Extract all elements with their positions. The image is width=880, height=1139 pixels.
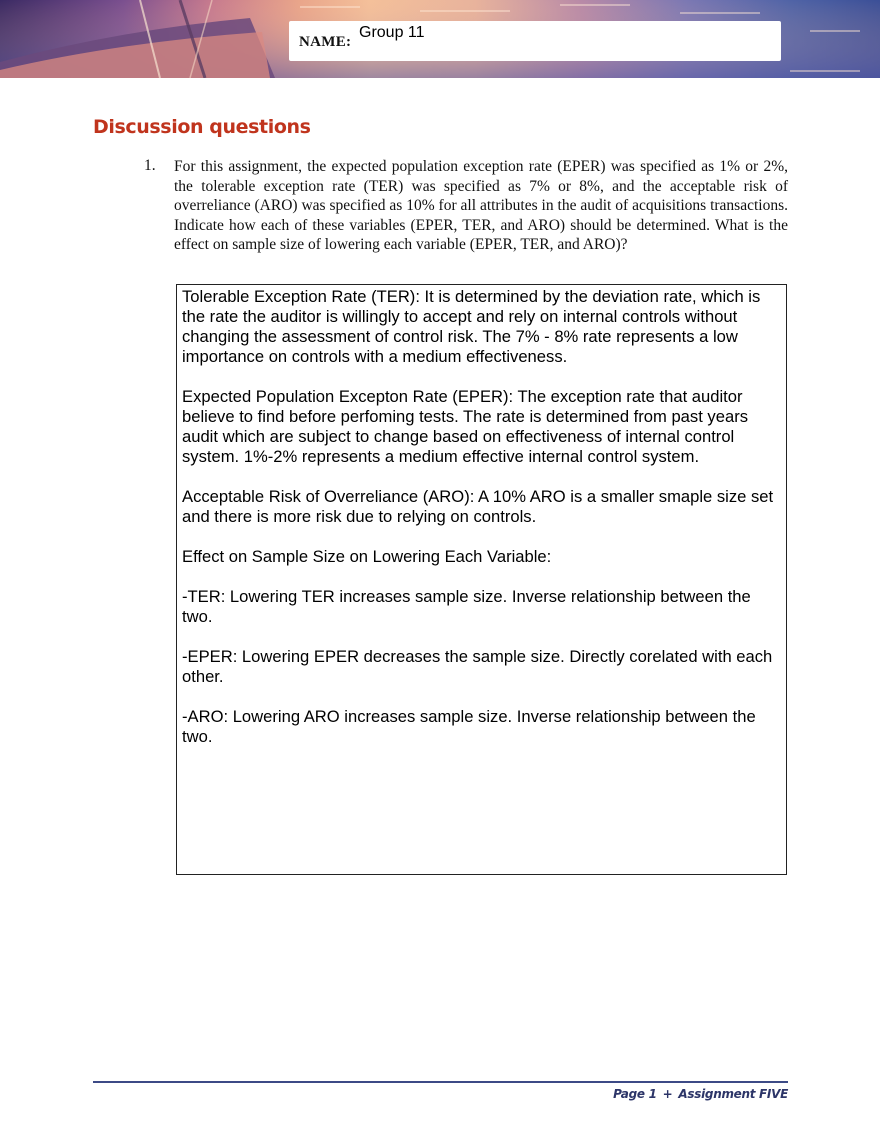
answer-paragraph-ter: Tolerable Exception Rate (TER): It is determined by the deviation rate, which is the rate the auditor is willingly to accept and rely on internal controls without changing the assessment of control risk. The 7% - 8% rate represents a low importance on controls with a medium effectiveness. [182,287,761,366]
page-footer [613,1087,788,1101]
answer-paragraph-ter-effect: -TER: Lowering TER increases sample size. Inverse relationship between the two. [182,587,751,626]
answer-paragraph-eper: Expected Population Excepton Rate (EPER): The exception rate that auditor believe to find before perfoming tests. The rate is determined from past years audit which are subject to change based on effectiveness of internal control system. 1%-2% represents a medium effective internal control system. [182,387,749,466]
name-value[interactable]: Group 11 [359,24,425,41]
answer-paragraph-aro: Acceptable Risk of Overreliance (ARO): A 10% ARO is a smaller smaple size set and there is more risk due to relying on controls. [182,487,774,526]
answer-paragraph-effect-heading: Effect on Sample Size on Lowering Each Variable: [182,547,552,566]
answer-paragraph-eper-effect: -EPER: Lowering EPER decreases the sample size. Directly corelated with each other. [182,647,773,686]
assignment-label: Assignment FIVE [678,1087,788,1101]
answer-text-box[interactable] [176,284,787,875]
name-field[interactable] [289,21,781,61]
name-label: NAME: [299,34,352,50]
question-number: 1. [144,157,156,174]
footer-separator: + [662,1087,673,1101]
answer-paragraph-aro-effect: -ARO: Lowering ARO increases sample size. Inverse relationship between the two. [182,707,756,746]
question-text: For this assignment, the expected population exception rate (EPER) was specified as 1% or 2%, the tolerable exception rate (TER) was specified as 7% or 8%, and the acceptable risk of overreliance (ARO) was specified as 10% for all attributes in the audit of acquisitions transactions. Indicate how each of these variables (EPER, TER, and ARO) should be determined. What is the effect on sample size of lowering each variable (EPER, TER, and ARO)? [174,158,788,254]
header-banner-photo [0,0,880,78]
page-number: Page 1 [613,1087,657,1101]
footer-divider [93,1081,788,1083]
answer-text[interactable] [182,287,782,767]
section-title: Discussion questions [93,116,311,138]
